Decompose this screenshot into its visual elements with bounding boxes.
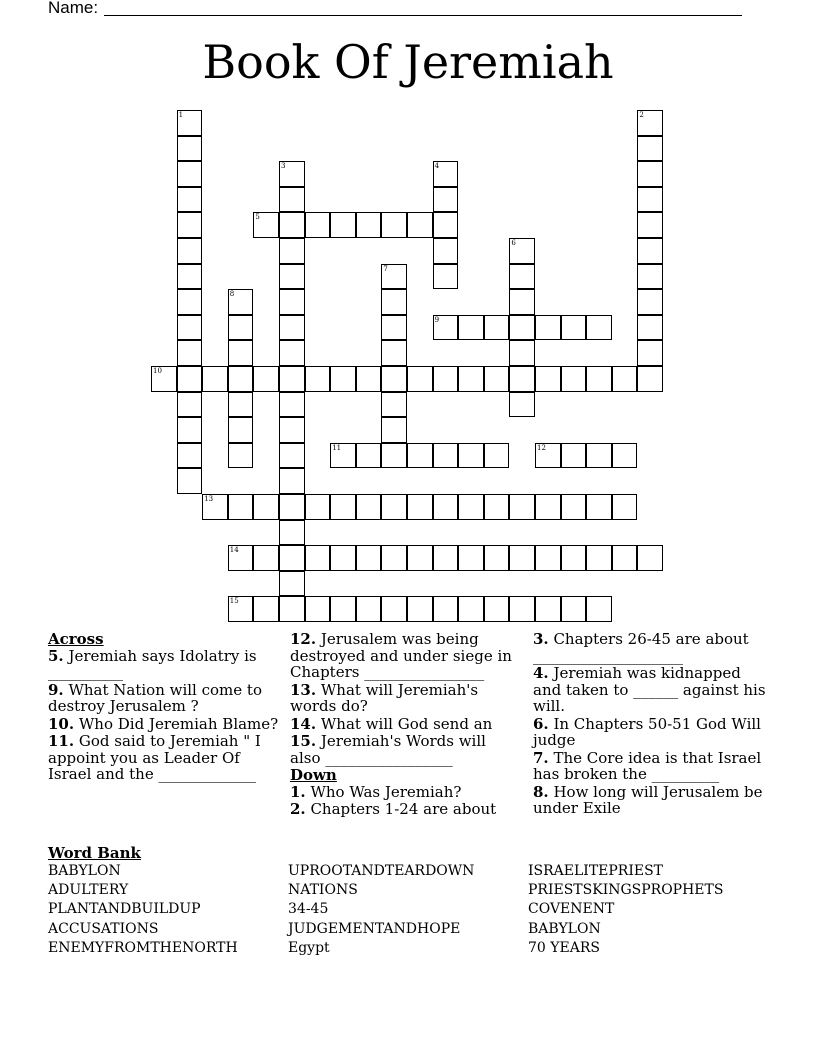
grid-cell[interactable]: [356, 545, 382, 571]
grid-cell[interactable]: [356, 443, 382, 469]
clue-number-label: 4: [434, 162, 440, 171]
grid-cell[interactable]: [177, 238, 203, 264]
grid-cell[interactable]: [356, 494, 382, 520]
grid-cell[interactable]: [177, 417, 203, 443]
grid-cell[interactable]: [433, 545, 459, 571]
grid-cell[interactable]: [228, 340, 254, 366]
clue-number-label: 13: [204, 495, 214, 503]
word-bank-column-1: [48, 862, 238, 958]
grid-cell[interactable]: [279, 417, 305, 443]
clue-down-3: 3. Chapters 26-45 are about ____________________: [533, 630, 749, 665]
grid-cell[interactable]: [561, 545, 587, 571]
name-label: Name:: [48, 0, 99, 17]
grid-cell[interactable]: [381, 366, 407, 392]
word-bank-item: JUDGEMENTANDHOPE: [288, 920, 461, 937]
clue-across-11: 11. God said to Jeremiah " I appoint you as Leader Of Israel and the _____________: [48, 732, 261, 783]
clue-number-label: 8: [229, 290, 235, 299]
grid-cell[interactable]: [228, 315, 254, 341]
grid-cell[interactable]: [509, 545, 535, 571]
grid-cell[interactable]: [509, 494, 535, 520]
grid-cell[interactable]: [484, 596, 510, 622]
grid-cell[interactable]: [279, 443, 305, 469]
grid-cell[interactable]: [458, 443, 484, 469]
grid-cell[interactable]: [509, 315, 535, 341]
grid-cell[interactable]: [561, 494, 587, 520]
clue-number-label: 14: [229, 546, 239, 555]
grid-cell[interactable]: [177, 264, 203, 290]
grid-cell[interactable]: [279, 264, 305, 290]
across-heading: Across: [48, 630, 104, 648]
clues-column-3: [533, 631, 773, 818]
clue-down-1: 1. Who Was Jeremiah?: [290, 782, 462, 801]
grid-cell[interactable]: [253, 545, 279, 571]
grid-cell[interactable]: [561, 315, 587, 341]
grid-cell[interactable]: [228, 443, 254, 469]
grid-cell[interactable]: [381, 212, 407, 238]
grid-cell[interactable]: [586, 443, 612, 469]
grid-cell[interactable]: [407, 596, 433, 622]
grid-cell[interactable]: [253, 494, 279, 520]
grid-cell[interactable]: [509, 366, 535, 392]
grid-cell[interactable]: [458, 545, 484, 571]
grid-cell[interactable]: [330, 366, 356, 392]
page-title: Book Of Jeremiah: [202, 35, 614, 89]
grid-cell[interactable]: [509, 392, 535, 418]
grid-cell[interactable]: [330, 494, 356, 520]
grid-cell[interactable]: [356, 212, 382, 238]
word-bank-item: ENEMYFROMTHENORTH: [48, 939, 238, 956]
grid-cell[interactable]: [586, 494, 612, 520]
grid-cell[interactable]: [612, 545, 638, 571]
word-bank-item: PRIESTSKINGSPROPHETS: [528, 882, 724, 899]
grid-cell[interactable]: [433, 238, 459, 264]
clue-number-label: 11: [332, 443, 342, 452]
word-bank-item: BABYLON: [48, 863, 121, 879]
grid-cell[interactable]: [381, 494, 407, 520]
grid-cell[interactable]: [305, 545, 331, 571]
grid-cell[interactable]: [433, 443, 459, 469]
word-bank-item: UPROOTANDTEARDOWN: [288, 863, 475, 879]
grid-cell[interactable]: [637, 545, 663, 571]
grid-cell[interactable]: [279, 392, 305, 418]
grid-cell[interactable]: [253, 596, 279, 622]
grid-cell[interactable]: [279, 315, 305, 341]
grid-cell[interactable]: [407, 443, 433, 469]
grid-cell[interactable]: [279, 340, 305, 366]
grid-cell[interactable]: [637, 264, 663, 290]
grid-cell[interactable]: [433, 264, 459, 290]
down-heading: Down: [290, 766, 337, 784]
grid-cell[interactable]: [279, 545, 305, 571]
clue-down-6: 6. In Chapters 50-51 God Will judge: [533, 714, 761, 749]
grid-cell[interactable]: [561, 596, 587, 622]
grid-cell[interactable]: [177, 366, 203, 392]
grid-cell[interactable]: [330, 212, 356, 238]
grid-cell[interactable]: [612, 443, 638, 469]
clue-across-5: 5. Jeremiah says Idolatry is __________: [48, 646, 257, 681]
grid-cell[interactable]: [279, 571, 305, 597]
grid-cell[interactable]: [279, 596, 305, 622]
grid-cell[interactable]: [177, 161, 203, 187]
grid-cell[interactable]: [381, 315, 407, 341]
grid-cell[interactable]: [279, 366, 305, 392]
grid-cell[interactable]: [177, 443, 203, 469]
grid-cell[interactable]: [586, 315, 612, 341]
grid-cell[interactable]: [535, 494, 561, 520]
clue-number-label: 12: [537, 443, 546, 452]
word-bank-column-2: [288, 862, 474, 958]
grid-cell[interactable]: [279, 520, 305, 546]
grid-cell[interactable]: [228, 494, 254, 520]
grid-cell[interactable]: [612, 494, 638, 520]
grid-cell[interactable]: [177, 468, 203, 494]
grid-cell[interactable]: [279, 289, 305, 315]
grid-cell[interactable]: [279, 494, 305, 520]
grid-cell[interactable]: [279, 212, 305, 238]
grid-cell[interactable]: [228, 392, 254, 418]
grid-cell[interactable]: [637, 212, 663, 238]
grid-cell[interactable]: [381, 417, 407, 443]
grid-cell[interactable]: [484, 443, 510, 469]
word-bank-item: 34-45: [288, 901, 329, 918]
grid-cell[interactable]: [509, 264, 535, 290]
grid-cell[interactable]: [458, 315, 484, 341]
grid-cell[interactable]: [202, 366, 228, 392]
clue-down-8: 8. How long will Jerusalem be under Exile: [533, 782, 763, 817]
word-bank-item: BABYLON: [528, 920, 601, 937]
grid-cell[interactable]: [279, 238, 305, 264]
clue-number-label: 3: [281, 162, 286, 171]
word-bank-item: PLANTANDBUILDUP: [48, 901, 201, 918]
grid-cell[interactable]: [484, 366, 510, 392]
grid-cell[interactable]: [509, 596, 535, 622]
grid-cell[interactable]: [381, 443, 407, 469]
word-bank-item: NATIONS: [288, 882, 358, 899]
clue-number-label: 5: [255, 213, 260, 222]
grid-cell[interactable]: [433, 366, 459, 392]
word-bank-item: ADULTERY: [48, 882, 129, 899]
grid-cell[interactable]: [484, 315, 510, 341]
word-bank-item: COVENENT: [528, 901, 615, 918]
grid-cell[interactable]: [535, 545, 561, 571]
clue-number-label: 10: [153, 367, 162, 375]
grid-cell[interactable]: [535, 596, 561, 622]
clue-number-label: 6: [511, 239, 516, 247]
clue-number-label: 2: [639, 111, 644, 119]
grid-cell[interactable]: [637, 136, 663, 162]
grid-cell[interactable]: [381, 340, 407, 366]
grid-cell[interactable]: [458, 366, 484, 392]
grid-cell[interactable]: [177, 315, 203, 341]
grid-cell[interactable]: [356, 366, 382, 392]
clues-column-1: [48, 631, 280, 784]
grid-cell[interactable]: [586, 596, 612, 622]
grid-cell[interactable]: [407, 366, 433, 392]
grid-cell[interactable]: [407, 545, 433, 571]
grid-cell[interactable]: [484, 494, 510, 520]
grid-cell[interactable]: [330, 596, 356, 622]
clue-across-9: 9. What Nation will come to destroy Jerusalem ?: [48, 680, 262, 715]
grid-cell[interactable]: [305, 366, 331, 392]
grid-cell[interactable]: [228, 366, 254, 392]
grid-cell[interactable]: [586, 545, 612, 571]
grid-cell[interactable]: [458, 596, 484, 622]
grid-cell[interactable]: [407, 494, 433, 520]
grid-cell[interactable]: [253, 366, 279, 392]
word-bank-title: Word Bank: [48, 844, 141, 862]
grid-cell[interactable]: [433, 212, 459, 238]
clue-number-label: 7: [383, 264, 388, 273]
grid-cell[interactable]: [637, 289, 663, 315]
grid-cell[interactable]: [228, 417, 254, 443]
clue-down-7: 7. The Core idea is that Israel has broken the _________: [533, 748, 762, 783]
word-bank-item: Egypt: [288, 939, 330, 956]
grid-cell[interactable]: [561, 366, 587, 392]
grid-cell[interactable]: [637, 366, 663, 392]
grid-cell[interactable]: [177, 187, 203, 213]
grid-cell[interactable]: [177, 392, 203, 418]
grid-cell[interactable]: [305, 596, 331, 622]
grid-cell[interactable]: [484, 545, 510, 571]
grid-cell[interactable]: [509, 340, 535, 366]
grid-cell[interactable]: [177, 340, 203, 366]
clue-across-13: 13. What will Jeremiah's words do?: [290, 680, 479, 715]
grid-cell[interactable]: [433, 596, 459, 622]
grid-cell[interactable]: [279, 187, 305, 213]
word-bank-item: 70 YEARS: [528, 939, 600, 956]
clue-across-15: 15. Jeremiah's Words will also _________________: [290, 732, 486, 767]
grid-cell[interactable]: [381, 392, 407, 418]
clue-number-label: 15: [229, 597, 239, 606]
clue-across-12: 12. Jerusalem was being destroyed and under siege in Chapters ________________: [290, 630, 512, 681]
word-bank-item: ISRAELITEPRIEST: [528, 863, 664, 879]
grid-cell[interactable]: [279, 468, 305, 494]
grid-cell[interactable]: [535, 315, 561, 341]
grid-cell[interactable]: [381, 289, 407, 315]
grid-cell[interactable]: [433, 494, 459, 520]
clue-number-label: 9: [434, 315, 440, 324]
grid-cell[interactable]: [381, 596, 407, 622]
grid-cell[interactable]: [637, 161, 663, 187]
grid-cell[interactable]: [330, 545, 356, 571]
grid-cell[interactable]: [356, 596, 382, 622]
grid-cell[interactable]: [305, 494, 331, 520]
grid-cell[interactable]: [458, 494, 484, 520]
word-bank-column-3: [528, 862, 723, 958]
grid-cell[interactable]: [177, 136, 203, 162]
clues-column-2: [290, 631, 516, 819]
clue-down-4: 4. Jeremiah was kidnapped and taken to ______ against his will.: [533, 664, 766, 715]
grid-cell[interactable]: [509, 289, 535, 315]
grid-cell[interactable]: [177, 289, 203, 315]
clue-down-2: 2. Chapters 1-24 are about: [290, 800, 497, 818]
grid-cell[interactable]: [535, 366, 561, 392]
grid-cell[interactable]: [433, 187, 459, 213]
grid-cell[interactable]: [637, 340, 663, 366]
grid-cell[interactable]: [637, 315, 663, 341]
grid-cell[interactable]: [612, 366, 638, 392]
grid-cell[interactable]: [381, 545, 407, 571]
clue-number-label: 1: [178, 111, 184, 119]
grid-cell[interactable]: [407, 212, 433, 238]
grid-cell[interactable]: [561, 443, 587, 469]
clue-across-14: 14. What will God send an: [290, 714, 493, 733]
grid-cell[interactable]: [637, 238, 663, 264]
grid-cell[interactable]: [586, 366, 612, 392]
grid-cell[interactable]: [305, 212, 331, 238]
grid-cell[interactable]: [637, 187, 663, 213]
clue-across-10: 10. Who Did Jeremiah Blame?: [48, 714, 279, 733]
grid-cell[interactable]: [177, 212, 203, 238]
word-bank-item: ACCUSATIONS: [48, 920, 159, 937]
